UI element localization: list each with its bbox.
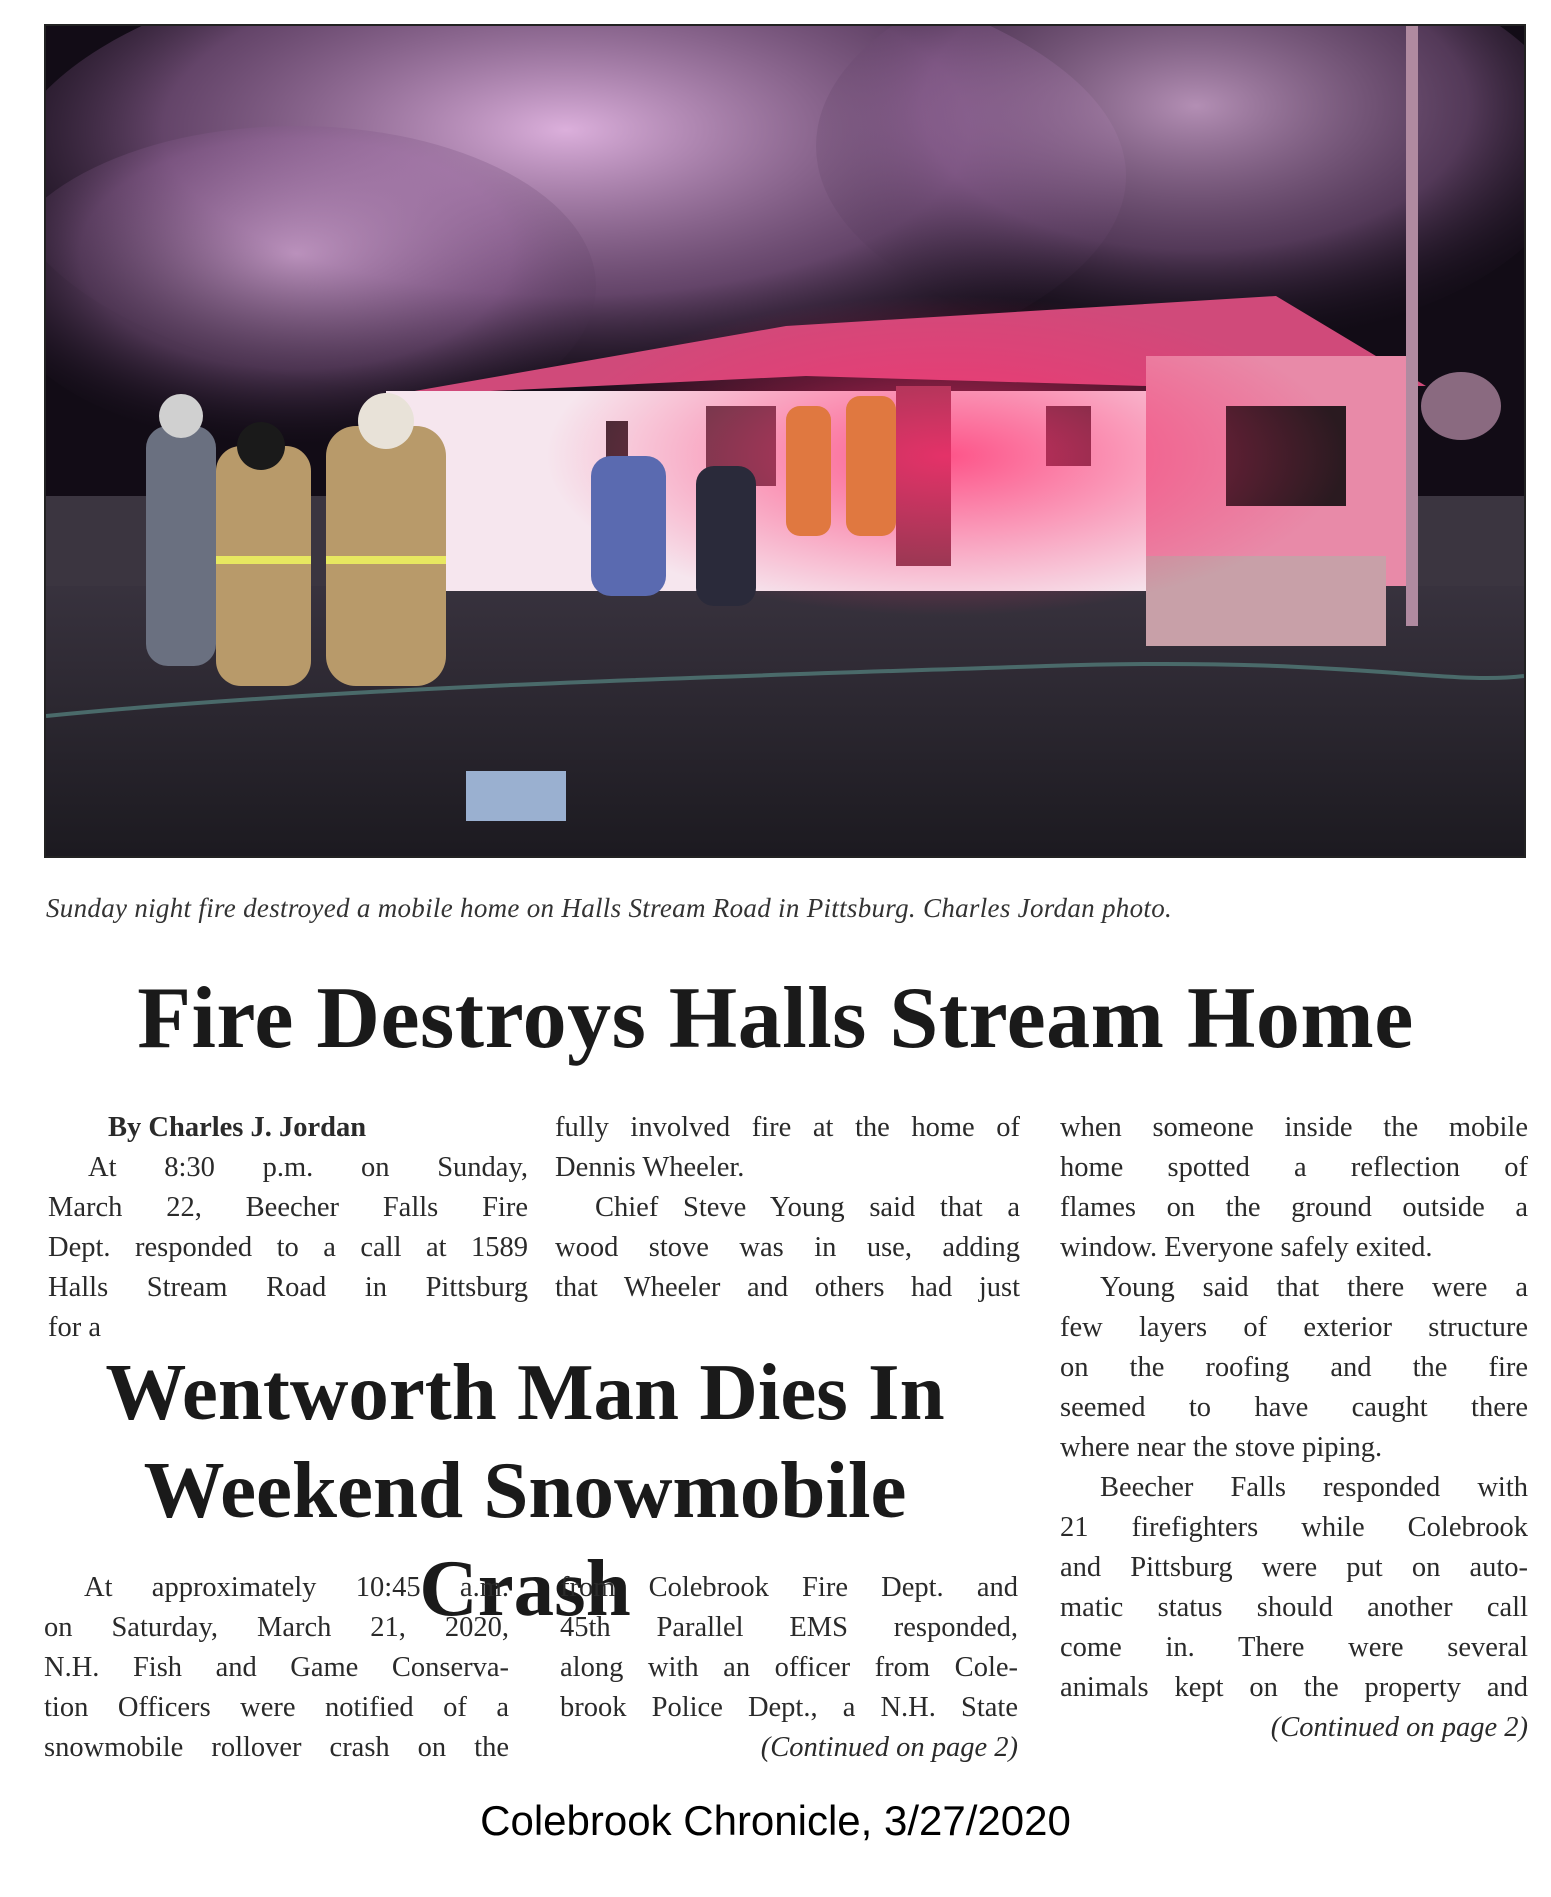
text-line: on Saturday, March 21, 2020, — [44, 1612, 509, 1643]
article-headline: Fire Destroys Halls Stream Home — [137, 970, 1414, 1067]
text-line: that Wheeler and others had just — [555, 1272, 1020, 1303]
text-line: come in. There were several — [1060, 1632, 1528, 1663]
text-line: seemed to have caught there — [1060, 1392, 1528, 1423]
text-line: where near the stove piping. — [1060, 1432, 1383, 1463]
text-line: from Colebrook Fire Dept. and — [560, 1572, 1018, 1603]
photo-caption: Sunday night fire destroyed a mobile home on Halls Stream Road in Pittsburg. Charles Jordan photo. — [46, 893, 1173, 923]
text-line: window. Everyone safely exited. — [1060, 1232, 1433, 1263]
text-line: At 8:30 p.m. on Sunday, — [88, 1152, 528, 1183]
text-line: Beecher Falls responded with — [1100, 1472, 1528, 1503]
source-footer: Colebrook Chronicle, 3/27/2020 — [480, 1797, 1071, 1844]
text-line: tion Officers were notified of a — [44, 1692, 509, 1723]
text-line: brook Police Dept., a N.H. State — [560, 1692, 1018, 1723]
text-line: fully involved fire at the home of — [555, 1112, 1020, 1143]
text-line: Chief Steve Young said that a — [595, 1192, 1020, 1223]
text-line: animals kept on the property and — [1060, 1672, 1528, 1703]
article2-column-2 — [560, 1568, 1018, 1768]
text-line: on the roofing and the fire — [1060, 1352, 1528, 1383]
headline-line: Wentworth Man Dies In — [105, 1347, 945, 1437]
text-line: 45th Parallel EMS responded, — [560, 1612, 1018, 1643]
text-line: 21 firefighters while Colebrook — [1060, 1512, 1528, 1543]
text-line: N.H. Fish and Game Conserva- — [44, 1652, 509, 1683]
text-line: and Pittsburg were put on auto- — [1060, 1552, 1528, 1583]
text-line: Young said that there were a — [1100, 1272, 1528, 1303]
article1-column-2 — [555, 1108, 1020, 1308]
text-line: few layers of exterior structure — [1060, 1312, 1528, 1343]
text-line: for a — [48, 1312, 102, 1343]
article1-column-3 — [1060, 1108, 1528, 1748]
article1-column-1 — [48, 1108, 528, 1348]
continued-note: (Continued on page 2) — [1270, 1712, 1528, 1743]
continued-note: (Continued on page 2) — [760, 1732, 1018, 1763]
byline: By Charles J. Jordan — [108, 1112, 367, 1143]
text-line: wood stove was in use, adding — [555, 1232, 1020, 1263]
text-line: March 22, Beecher Falls Fire — [48, 1192, 528, 1223]
headline-line: Weekend Snowmobile Crash — [143, 1445, 907, 1633]
text-line: along with an officer from Cole- — [560, 1652, 1018, 1683]
text-line: At approximately 10:45 a.m. — [84, 1572, 509, 1603]
text-line: Dennis Wheeler. — [555, 1152, 745, 1183]
text-line: snowmobile rollover crash on the — [44, 1732, 509, 1763]
text-line: matic status should another call — [1060, 1592, 1528, 1623]
text-line: when someone inside the mobile — [1060, 1112, 1528, 1143]
text-line: home spotted a reflection of — [1060, 1152, 1528, 1183]
article2-column-1 — [44, 1568, 509, 1768]
text-line: Dept. responded to a call at 1589 — [48, 1232, 528, 1263]
text-line: Halls Stream Road in Pittsburg — [48, 1272, 528, 1303]
fire-photo — [44, 24, 1526, 858]
text-line: flames on the ground outside a — [1060, 1192, 1528, 1223]
fire-scene-photo-icon — [46, 26, 1524, 856]
